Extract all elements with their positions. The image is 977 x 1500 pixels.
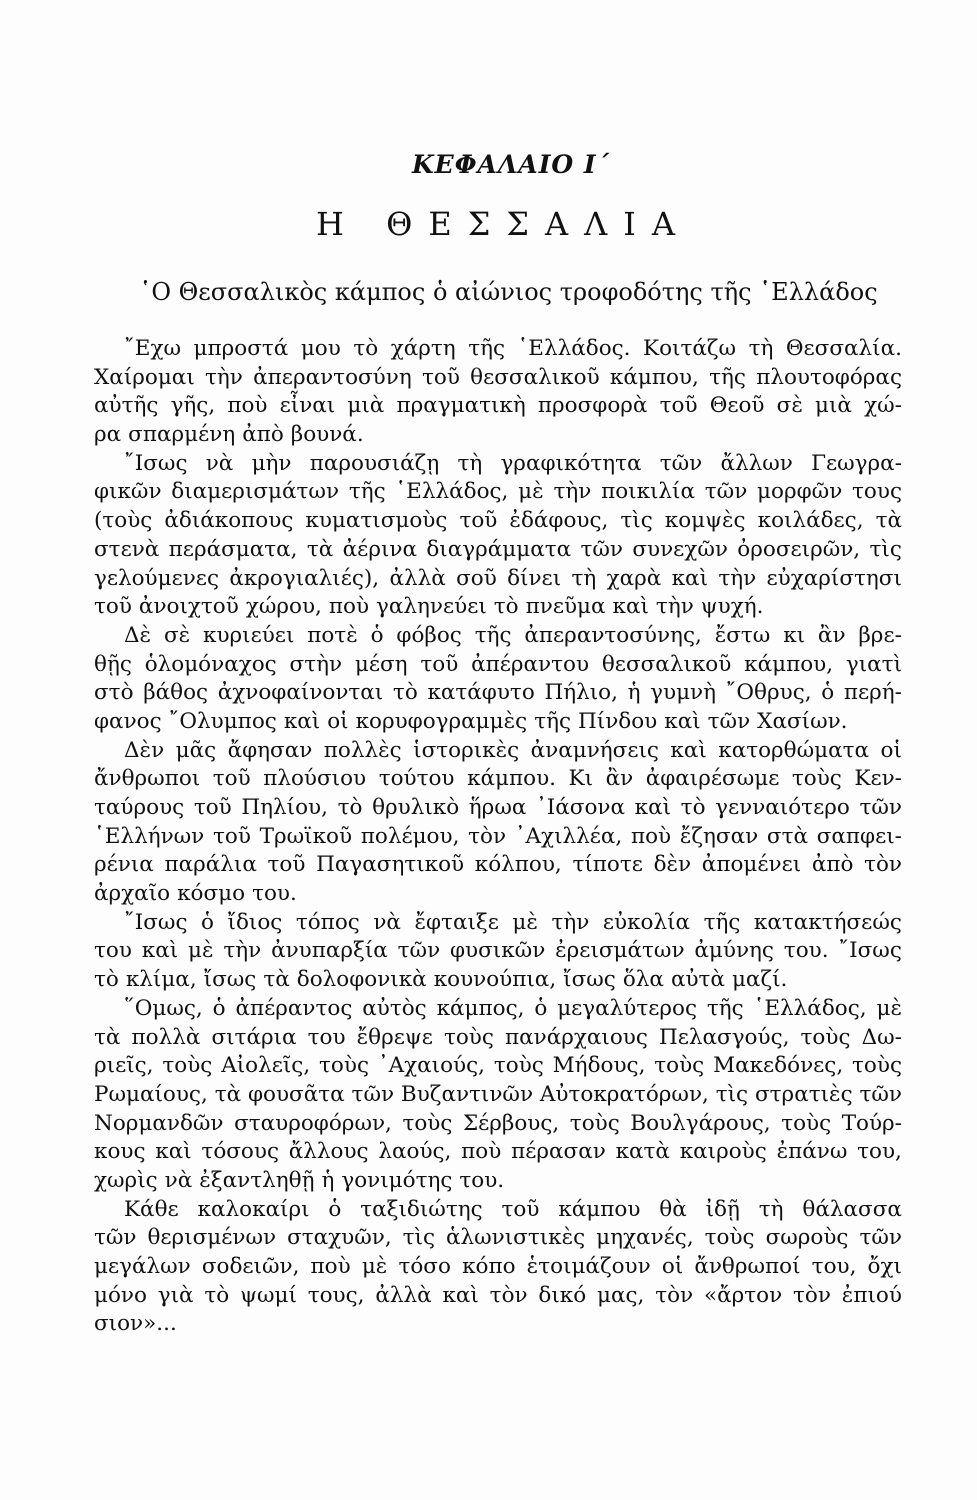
text-line: θῇς ὁλομόναχος στὴν μέση τοῦ ἀπέραντου θεσσαλικοῦ κάμπου, γιατὶ (94, 651, 902, 677)
text-line: μόνο γιὰ τὸ ψωμί τους, ἀλλὰ καὶ τὸν δικό μας, τὸν «ἄρτον τὸν ἐπιού (94, 1282, 902, 1308)
text-line: ῎Εχω μπροστά μου τὸ χάρτη τῆς ῾Ελλάδος. Κοιτάζω τὴ Θεσσαλία. (124, 336, 902, 361)
text-line: ἀρχαῖο κόσμο του. (94, 881, 297, 907)
text-line: Νορμανδῶν σταυροφόρων, τοὺς Σέρβους, τοὺς Βουλγάρους, τοὺς Τούρ- (94, 1110, 902, 1136)
text-line: στενὰ περάσματα, τὰ ἀέρινα διαγράμματα τῶν συνεχῶν ὀροσειρῶν, τὶς (94, 536, 902, 562)
text-line: τῶν θερισμένων σταχυῶν, τὶς ἁλωνιστικὲς μηχανές, τοὺς σωροὺς τῶν (94, 1225, 902, 1251)
text-line: τὰ πολλὰ σιτάρια του ἔθρεψε τοὺς πανάρχαιους Πελασγούς, τοὺς Δω- (94, 1024, 902, 1050)
text-line: ῎Ισως ὁ ἴδιος τόπος νὰ ἔφταιξε μὲ τὴν εὐκολία τῆς κατακτήσεώς (124, 909, 902, 935)
text-line: ἄνθρωποι τοῦ πλούσιου τούτου κάμπου. Κι ἂν ἀφαιρέσωμε τοὺς Κεν- (94, 766, 902, 792)
text-line: φανος ῎Ολυμπος καὶ οἱ κορυφογραμμὲς τῆς Πίνδου καὶ τῶν Χασίων. (94, 708, 848, 734)
text-line: κους καὶ τόσους ἄλλους λαούς, ποὺ πέρασαν κατὰ καιροὺς ἐπάνω του, (94, 1139, 902, 1165)
text-line: μεγάλων σοδειῶν, ποὺ μὲ τόσο κόπο ἑτοιμάζουν οἱ ἄνθρωποί του, ὄχι (94, 1254, 902, 1279)
text-line: Κάθε καλοκαίρι ὁ ταξιδιώτης τοῦ κάμπου θὰ ἰδῇ τὴ θάλασσα (124, 1196, 902, 1222)
text-line: Δὲν μᾶς ἄφησαν πολλὲς ἱστορικὲς ἀναμνήσεις καὶ κατορθώματα οἱ (124, 737, 902, 763)
chapter-title: Η ΘΕΣΣΑΛΙΑ (316, 205, 691, 243)
text-line: σιον»... (94, 1311, 177, 1337)
text-line: Χαίρομαι τὴν ἀπεραντοσύνη τοῦ θεσσαλικοῦ κάμπου, τῆς πλουτοφόρας (94, 364, 902, 390)
text-line: ριεῖς, τοὺς Αἰολεῖς, τοὺς ᾿Αχαιούς, τοὺς Μήδους, τοὺς Μακεδόνες, τοὺς (94, 1053, 902, 1079)
text-line: ταύρους τοῦ Πηλίου, τὸ θρυλικὸ ἥρωα ᾿Ιάσονα καὶ τὸ γενναιότερο τῶν (94, 795, 902, 820)
text-line: αὐτῆς γῆς, ποὺ εἶναι μιὰ πραγματικὴ προσφορὰ τοῦ Θεοῦ σὲ μιὰ χώ- (94, 393, 902, 419)
text-line: του καὶ μὲ τὴν ἀνυπαρξία τῶν φυσικῶν ἐρεισμάτων ἀμύνης του. ῎Ισως (94, 938, 902, 964)
text-line: ρα σπαρμένη ἀπὸ βουνά. (94, 422, 364, 448)
body-text (94, 335, 902, 1339)
chapter-subtitle: ῾Ο Θεσσαλικὸς κάμπος ὁ αἰώνιος τροφοδότης τῆς ῾Ελλάδος (139, 278, 878, 306)
text-line: (τοὺς ἀδιάκοπους κυματισμοὺς τοῦ ἐδάφους, τὶς κομψὲς κοιλάδες, τὰ (94, 508, 902, 534)
text-line: τὸ κλίμα, ἴσως τὰ δολοφονικὰ κουνούπια, ἴσως ὅλα αὐτὰ μαζί. (94, 967, 788, 993)
text-line: γελούμενες ἀκρογιαλιές), ἀλλὰ σοῦ δίνει τὴ χαρὰ καὶ τὴν εὐχαρίστησι (94, 565, 902, 591)
text-line: φικῶν διαμερισμάτων τῆς ῾Ελλάδος, μὲ τὴν ποικιλία τῶν μορφῶν τους (94, 479, 902, 505)
text-line: στὸ βάθος ἀχνοφαίνονται τὸ κατάφυτο Πήλιο, ἡ γυμνὴ ῎Οθρυς, ὁ περή- (94, 680, 902, 706)
text-line: Δὲ σὲ κυριεύει ποτὲ ὁ φόβος τῆς ἀπεραντοσύνης, ἔστω κι ἂν βρε- (124, 622, 902, 648)
text-line: ρένια παράλια τοῦ Παγασητικοῦ κόλπου, τίποτε δὲν ἀπομένει ἀπὸ τὸν (94, 852, 902, 878)
text-line: τοῦ ἀνοιχτοῦ χώρου, ποὺ γαληνεύει τὸ πνεῦμα καὶ τὴν ψυχή. (94, 594, 764, 620)
text-line: ῾Ελλήνων τοῦ Τρωϊκοῦ πολέμου, τὸν ᾿Αχιλλέα, ποὺ ἔζησαν στὰ σαπφει- (94, 823, 902, 849)
chapter-label: ΚΕΦΑΛΑΙΟ Ι΄ (411, 150, 611, 179)
text-line: χωρὶς νὰ ἐξαντληθῇ ἡ γονιμότης του. (94, 1167, 505, 1193)
text-line: ῎Ισως νὰ μὴν παρουσιάζῃ τὴ γραφικότητα τῶν ἄλλων Γεωγρα- (124, 450, 902, 476)
text-line: ῞Ομως, ὁ ἀπέραντος αὐτὸς κάμπος, ὁ μεγαλύτερος τῆς ῾Ελλάδος, μὲ (124, 995, 902, 1021)
text-line: Ρωμαίους, τὰ φουσᾶτα τῶν Βυζαντινῶν Αὐτοκρατόρων, τὶς στρατιὲς τῶν (94, 1081, 902, 1107)
